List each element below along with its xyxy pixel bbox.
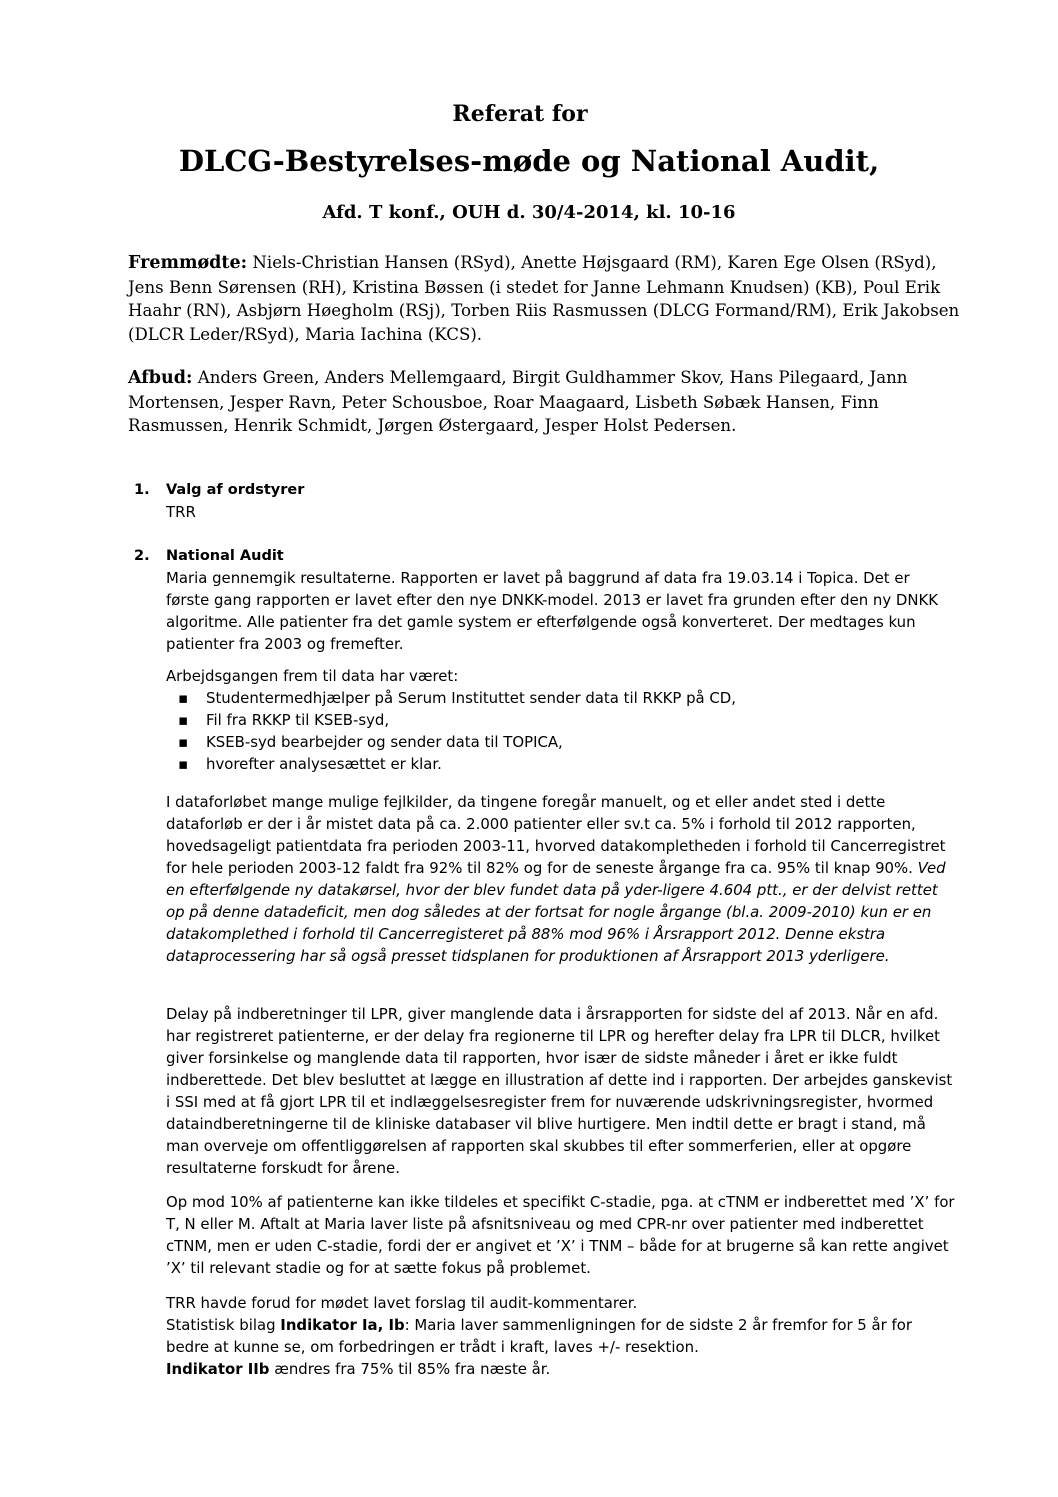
section-2-intro: Maria gennemgik resultaterne. Rapporten er lavet på baggrund af data fra 19.03.14 i Topica. Det er første gang rapporten er lavet efter den nye DNKK-model. 2013 er lavet fra grunden efter den ny DNKK algoritme. Alle patienter fra det gamle system er efterfølgende også konverteret. Der medtages kun patienter fra 2003 og fremefter. [166, 569, 939, 653]
bullet-icon: ▪ [178, 733, 189, 751]
attendees-text: Niels-Christian Hansen (RSyd), Anette Højsgaard (RM), Karen Ege Olsen (RSyd), Jens Benn Sørensen (RH), Kristina Bøssen (i stedet for Janne Lehmann Knudsen) (KB), Poul Erik Haahr (RN), Asbjørn Høegholm (RSj), Torben Riis Rasmussen (DLCG Formand/RM), Erik Jakobsen (DLCR Leder/RSyd), Maria Iachina (KCS). [128, 253, 960, 344]
section-2-title: National Audit [166, 548, 284, 564]
bullet-icon: ▪ [178, 711, 189, 729]
title-line-2: DLCG-Bestyrelses-møde og National Audit, [178, 144, 880, 178]
attendees-paragraph [128, 251, 968, 346]
list-item: ▪ Studentermedhjælper på Serum Instituttet sender data til RKKP på CD, [178, 689, 736, 707]
list-item: ▪ Fil fra RKKP til KSEB-syd, [178, 711, 390, 729]
bullet-icon: ▪ [178, 689, 189, 707]
section-1-title: Valg af ordstyrer [166, 482, 305, 498]
workflow-list [166, 687, 946, 775]
absent-text: Anders Green, Anders Mellemgaard, Birgit Guldhammer Skov, Hans Pilegaard, Jann Mortensen, Jesper Ravn, Peter Schousboe, Roar Maagaard, Lisbeth Søbæk Hansen, Finn Rasmussen, Henrik Schmidt, Jørgen Østergaard, Jesper Holst Pedersen. [128, 368, 908, 435]
workflow-lead: Arbejdsgangen frem til data har været: [166, 667, 459, 685]
section-2-number: 2. [134, 548, 150, 564]
section-1-number: 1. [134, 482, 150, 498]
absent-paragraph [128, 366, 968, 438]
title-line-3: Afd. T konf., OUH d. 30/4-2014, kl. 10-16 [322, 202, 736, 223]
statistics-paragraph: Statistisk bilag Indikator Ia, Ib: Maria laver sammenligningen for de sidste 2 år fremfor for 5 år for bedre at kunne se, om forbedringen er trådt i kraft, laves +/- resektion. [166, 1316, 912, 1356]
indicator-iib-paragraph: Indikator IIb ændres fra 75% til 85% fra næste år. [166, 1360, 551, 1378]
indicator-ia-ib-label: Indikator Ia, Ib [280, 1316, 405, 1334]
indicator-iib-label: Indikator IIb [166, 1360, 270, 1378]
ctnm-paragraph: Op mod 10% af patienterne kan ikke tildeles et specifikt C-stadie, pga. at cTNM er indberettet med ’X’ for T, N eller M. Aftalt at Maria laver liste på afsnitsniveau og med CPR-nr over patienter med indberettet cTNM, men er uden C-stadie, fordi der er angivet et ’X’ i TNM – både for at brugerne så kan rette angivet ’X’ til relevant stadie og for at sætte fokus på problemet. [166, 1193, 955, 1277]
bullet-icon: ▪ [178, 755, 189, 773]
dataflow-text: I dataforløbet mange mulige fejlkilder, da tingene foregår manuelt, og et eller andet sted i dette dataforløb er der i år mistet data på ca. 2.000 patienter eller sv.t ca. 5% i forhold til 2012 rapporten, hovedsageligt patientdata fra perioden 2003-11, hvorved datakompletheden i forhold til Cancerregistret for hele perioden 2003-12 faldt fra 92% til 82% og for de seneste årgange fra ca. 95% til knap 90%. [166, 793, 946, 877]
dataflow-italic-text: Ved en efterfølgende ny datakørsel, hvor der blev fundet data på yder-ligere 4.604 ptt., er der delvist rettet op på denne datadeficit, men dog således at der fortsat for nogle årgange (bl.a. 2009-2010) kun er en datakomplethed i forhold til Cancerregisteret på 88% mod 96% i Årsrapport 2012. Denne ekstra dataprocessering har så også presset tidsplanen for produktionen af Årsrapport 2013 yderligere. [166, 859, 946, 965]
list-item: ▪ KSEB-syd bearbejder og sender data til TOPICA, [178, 733, 563, 751]
list-item: ▪ hvorefter analysesættet er klar. [178, 755, 442, 773]
delay-paragraph: Delay på indberetninger til LPR, giver manglende data i årsrapporten for sidste del af 2013. Når en afd. har registreret patienterne, er der delay fra regionerne til LPR og herefter delay fra LPR til DLCR, hvilket giver forsinkelse og manglende data til rapporten, hvor især de sidste måneder i året er ikke fuldt indberettede. Det blev besluttet at lægge en illustration af dette ind i rapporten. Der arbejdes ganskevist i SSI med at få gjort LPR til et indlæggelsesregister frem for nuværende udskrivningsregister, hvormed dataindberetningerne til de kliniske databaser vil blive hurtigere. Men indtil dette er bragt i stand, må man overveje om offentliggørelsen af rapporten skal skubbes til efter sommerferien, eller at opgøre resultaterne forskudt for årene. [166, 1005, 953, 1177]
trr-paragraph: TRR havde forud for mødet lavet forslag til audit-kommentarer. [166, 1294, 638, 1312]
dataflow-paragraph [166, 791, 956, 967]
title-line-1: Referat for [452, 101, 588, 127]
absent-label: Afbud: [128, 368, 193, 388]
section-1-body: TRR [166, 503, 196, 521]
attendees-label: Fremmødte: [128, 253, 248, 273]
